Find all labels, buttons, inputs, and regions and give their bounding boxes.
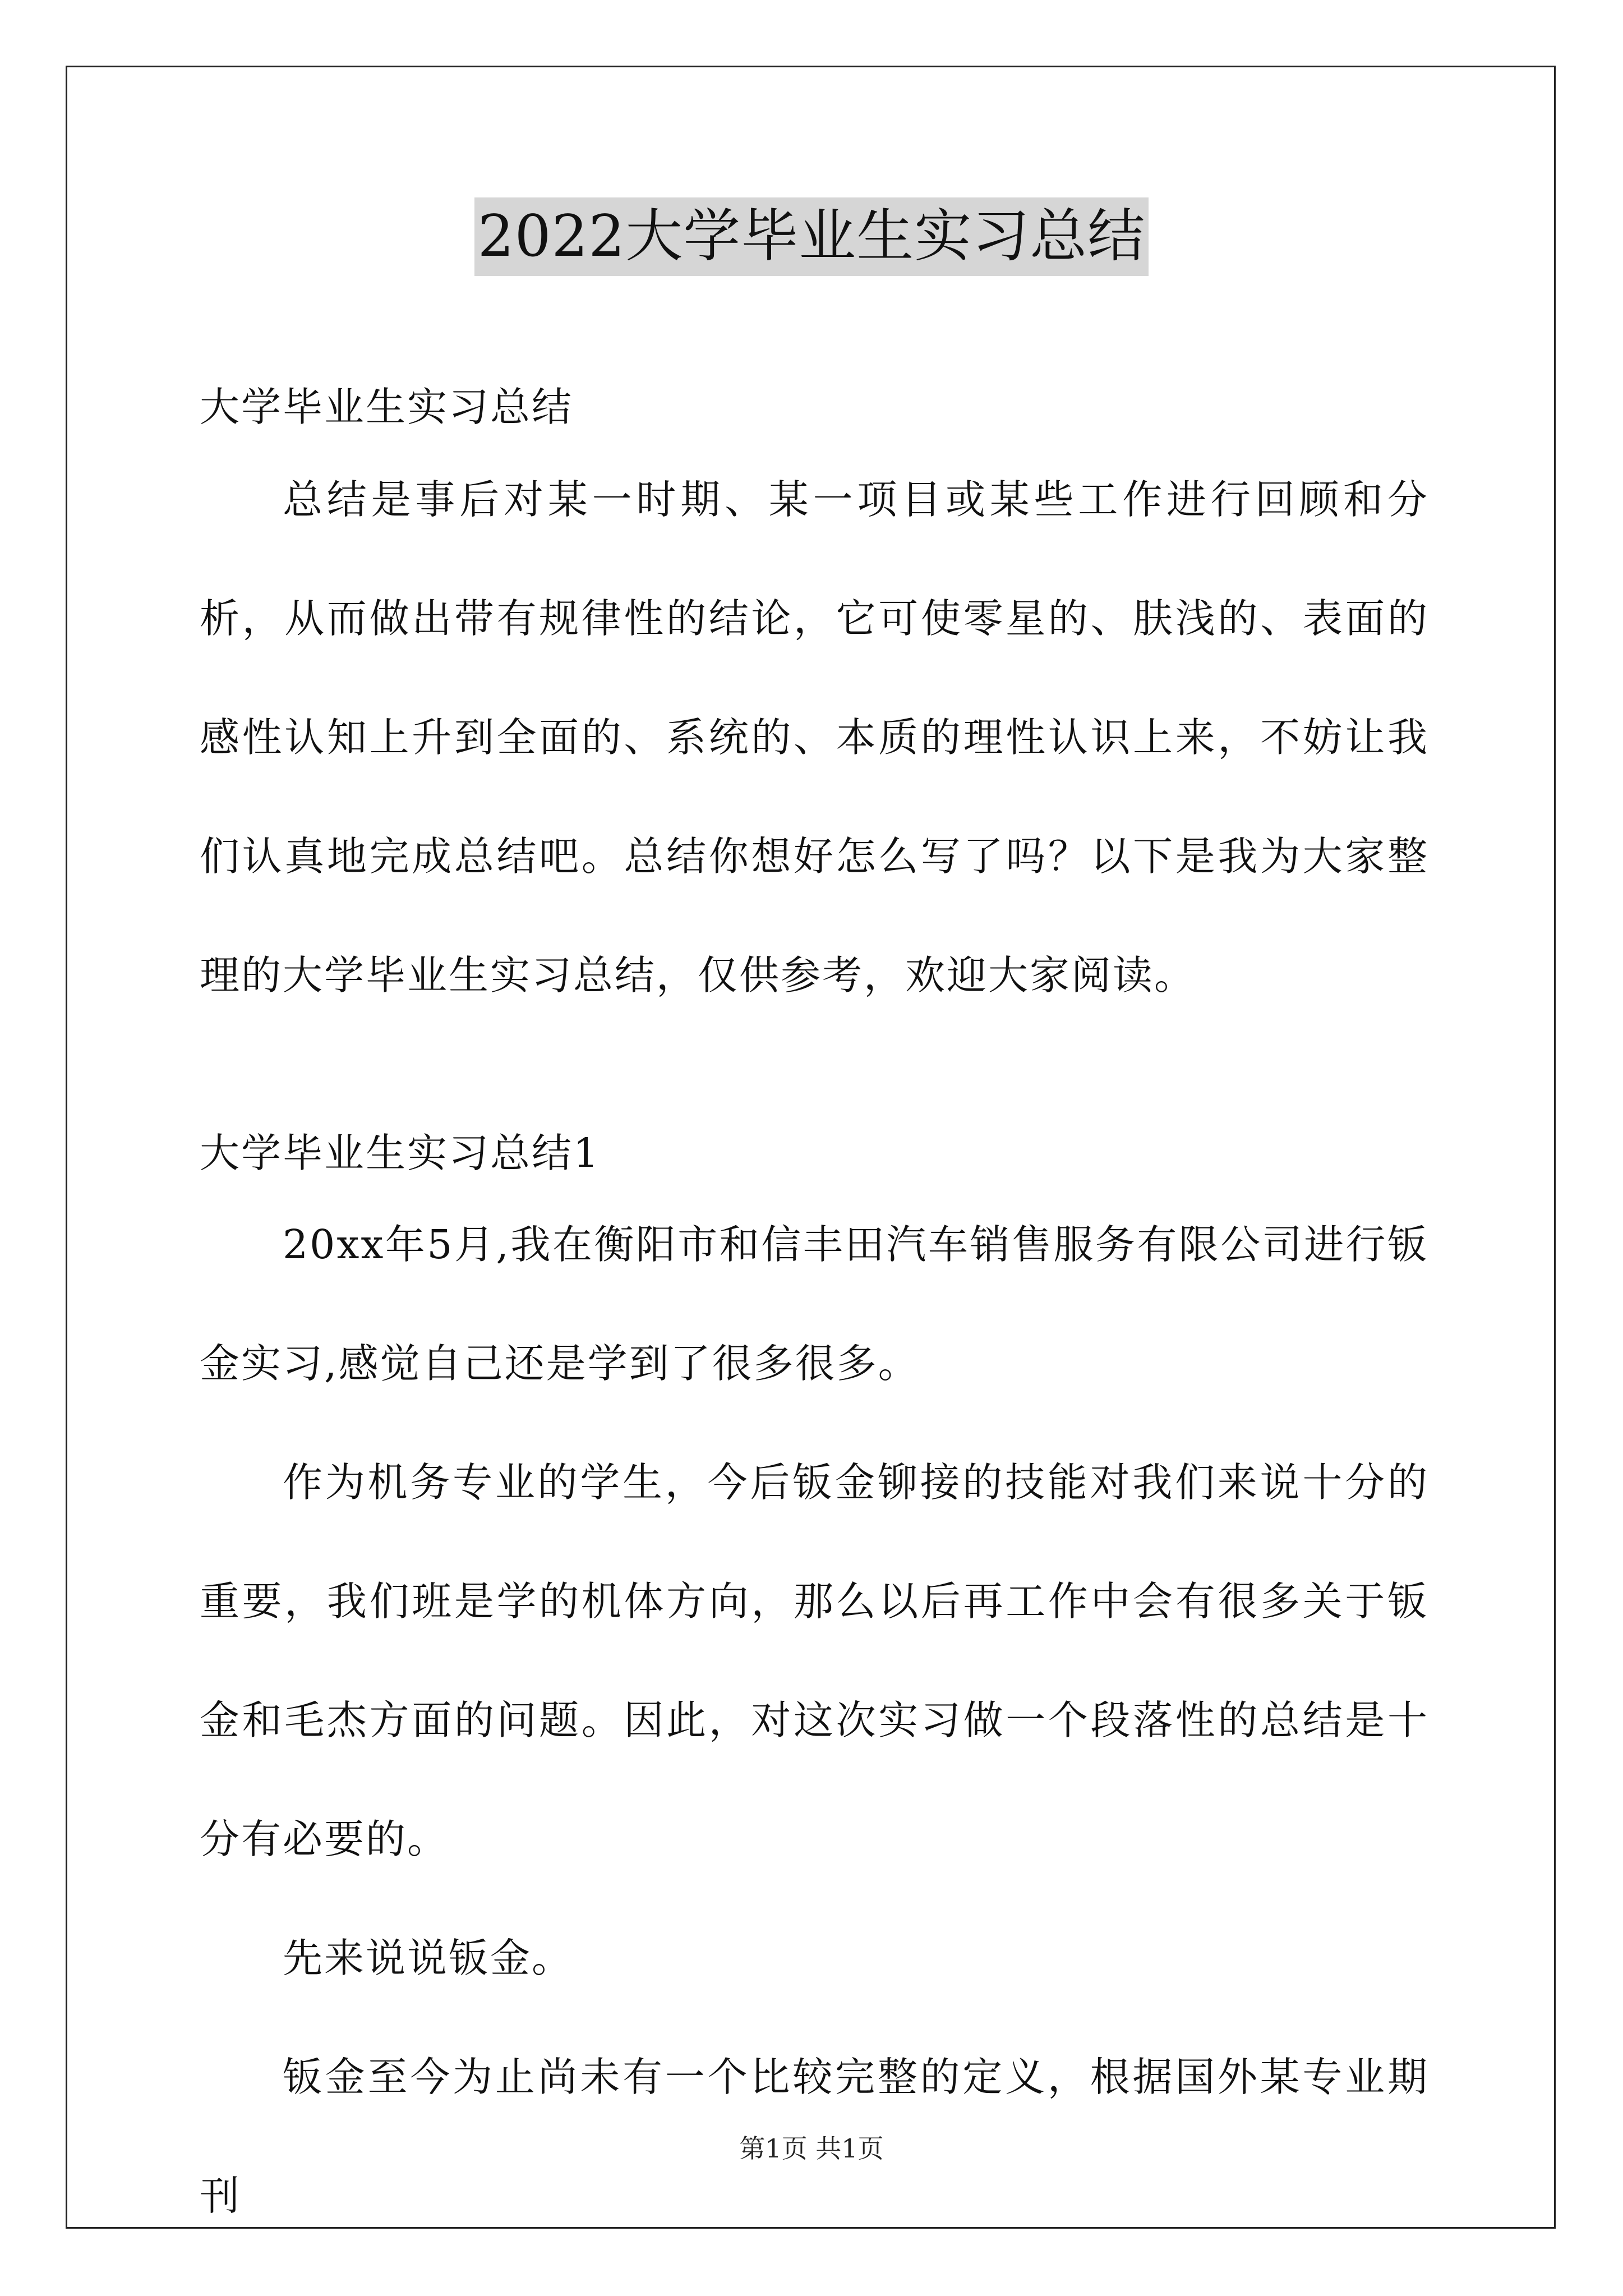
body-paragraph: 钣金至今为止尚未有一个比较完整的定义，根据国外某专业期刊 xyxy=(200,2054,1429,2219)
section-heading: 大学毕业生实习总结 xyxy=(200,384,574,430)
body-paragraph: 先来说说钣金。 xyxy=(283,1935,574,1981)
body-paragraph: 作为机务专业的学生，今后钣金铆接的技能对我们来说十分的重要，我们班是学的机体方向，那么以后再工作中会有很多关于钣金和毛杰方面的问题。因此，对这次实习做一个段落性的总结是十分有必要的。 xyxy=(200,1459,1429,1862)
section-heading-1: 大学毕业生实习总结1 xyxy=(200,1130,601,1176)
document-title: 2022大学毕业生实习总结 xyxy=(474,197,1149,276)
title-container xyxy=(0,197,1623,276)
page-footer: 第1页 共1页 xyxy=(739,2133,884,2164)
body-paragraph: 20xx年5月,我在衡阳市和信丰田汽车销售服务有限公司进行钣金实习,感觉自己还是学到了很多很多。 xyxy=(200,1221,1429,1387)
intro-paragraph: 总结是事后对某一时期、某一项目或某些工作进行回顾和分析，从而做出带有规律性的结论，它可使零星的、肤浅的、表面的感性认知上升到全面的、系统的、本质的理性认识上来，不妨让我们认真地完成总结吧。总结你想好怎么写了吗？以下是我为大家整理的大学毕业生实习总结，仅供参考，欢迎大家阅读。 xyxy=(200,476,1429,999)
